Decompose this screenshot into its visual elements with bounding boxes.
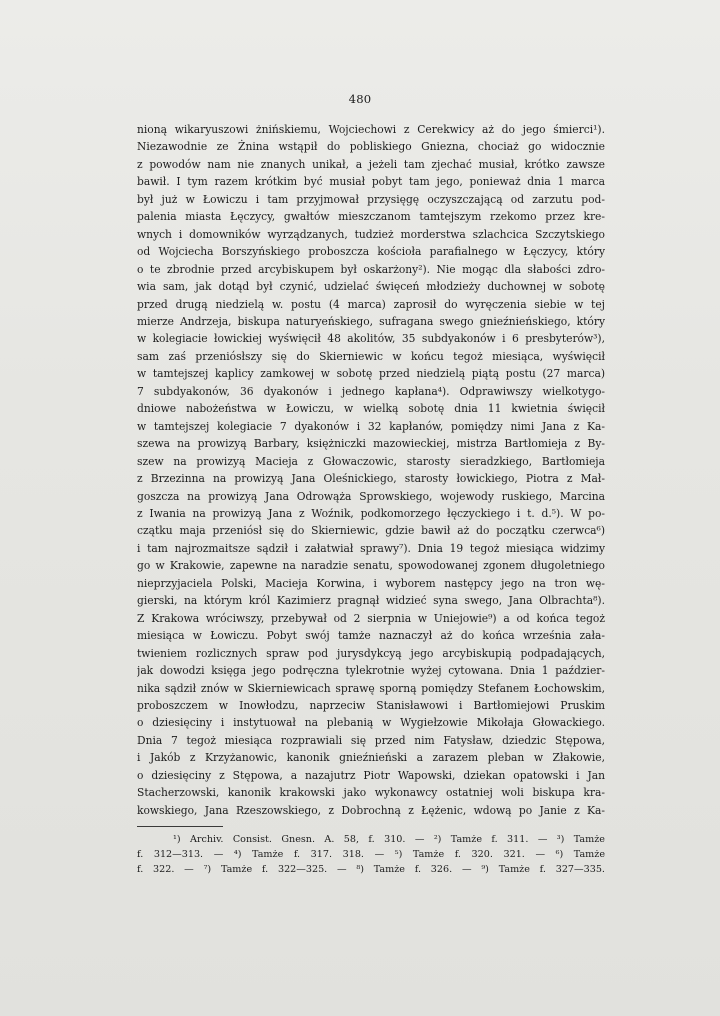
body-text-line: gierski, na którym król Kazimierz pragnął widzieć syna swego, Jana Olbrachta⁸). xyxy=(137,594,605,608)
footnote-line: f. 322. — ⁷) Tamże f. 322—325. — ⁸) Tamże f. 326. — ⁹) Tamże f. 327—335. xyxy=(137,864,605,876)
body-text-line: czątku maja przeniósł się do Skierniewic, gdzie bawił aż do początku czerwca⁶) xyxy=(137,524,605,538)
body-text-line: go w Krakowie, zapewne na naradzie senatu, spowodowanej zgonem długoletniego xyxy=(137,559,605,573)
body-text-line: jak dowodzi księga jego podręczna tylekrotnie wyżej cytowana. Dnia 1 paździer- xyxy=(137,664,605,678)
footnote-line: ¹) Archiv. Consist. Gnesn. A. 58, f. 310. — ²) Tamże f. 311. — ³) Tamże xyxy=(173,834,605,845)
footnotes xyxy=(137,832,605,878)
body-text-line: Dnia 7 tegoż miesiąca rozprawiali się przed nim Fatysław, dziedzic Stępowa, xyxy=(137,733,605,747)
body-text-line: bawił. I tym razem krótkim być musiał pobyt tam jego, ponieważ dnia 1 marca xyxy=(137,175,605,189)
body-text-line: z Brzezinna na prowizyą Jana Oleśnickiego, starosty łowickiego, Piotra z Mał- xyxy=(137,472,605,486)
body-text-line: o dziesięciny i instytuował na plebanią w Wygiełzowie Mikołaja Głowackiego. xyxy=(137,716,605,730)
page-number: 480 xyxy=(348,92,372,106)
body-text-line: z Iwania na prowizyą Jana z Woźnik, podkomorzego łęczyckiego i t. d.⁵). W po- xyxy=(137,506,605,520)
body-text-line: szewa na prowizyą Barbary, księżniczki mazowieckiej, mistrza Bartłomieja z By- xyxy=(137,437,605,451)
body-text-line: nika sądził znów w Skierniewicach sprawę sporną pomiędzy Stefanem Łochowskim, xyxy=(137,681,605,695)
body-text-line: 7 subdyakonów, 36 dyakonów i jednego kapłana⁴). Odprawiwszy wielkotygo- xyxy=(137,384,605,398)
body-text-line: od Wojciecha Borszyńskiego proboszcza kościoła parafialnego w Łęczycy, który xyxy=(137,245,605,259)
body-text-line: w tamtejszej kolegiacie 7 dyakonów i 32 kapłanów, pomiędzy nimi Jana z Ka- xyxy=(137,419,605,433)
body-text-line: z powodów nam nie znanych unikał, a jeżeli tam zjechać musiał, krótko zawsze xyxy=(137,157,605,171)
body-text-line: wia sam, jak dotąd był czynić, udzielać święceń młodzieży duchownej w sobotę xyxy=(137,280,605,294)
body-text-line: w tamtejszej kaplicy zamkowej w sobotę przed niedzielą piątą postu (27 marca) xyxy=(137,367,605,381)
footnote-line: f. 312—313. — ⁴) Tamże f. 317. 318. — ⁵) Tamże f. 320. 321. — ⁶) Tamże xyxy=(137,849,605,861)
body-text xyxy=(137,121,605,819)
body-text-line: miesiąca w Łowiczu. Pobyt swój tamże naznaczył aż do końca września zała- xyxy=(137,629,605,643)
body-text-line: dniowe nabożeństwa w Łowiczu, w wielką sobotę dnia 11 kwietnia święcił xyxy=(137,402,605,416)
body-text-line: o te zbrodnie przed arcybiskupem był oskarżony²). Nie mogąc dla słabości zdro- xyxy=(137,262,605,276)
body-text-line: nioną wikaryuszowi żnińskiemu, Wojciechowi z Cerekwicy aż do jego śmierci¹). xyxy=(137,123,605,136)
body-text-line: wnych i domowników wyrządzanych, tudzież morderstwa szlachcica Szczytskiego xyxy=(137,227,605,241)
body-text-line: Z Krakowa wróciwszy, przebywał od 2 sierpnia w Uniejowie⁹) a od końca tegoż xyxy=(137,611,605,625)
body-text-line: nieprzyjaciela Polski, Macieja Korwina, i wyborem następcy jego na tron wę- xyxy=(137,576,605,590)
body-text-line: i Jakób z Krzyżanowic, kanonik gnieźnieński a zarazem pleban w Złakowie, xyxy=(137,751,605,765)
body-text-line: szew na prowizyą Macieja z Głowaczowic, starosty sieradzkiego, Bartłomieja xyxy=(137,454,605,468)
body-text-line: Niezawodnie ze Żnina wstąpił do pobliskiego Gniezna, chociaż go widocznie xyxy=(137,140,605,154)
body-text-line: o dziesięciny z Stępowa, a nazajutrz Piotr Wapowski, dziekan opatowski i Jan xyxy=(137,768,605,782)
body-text-line: twieniem rozlicznych spraw pod jurysdykcyą jego arcybiskupią podpadających, xyxy=(137,646,605,660)
body-text-line: był już w Łowiczu i tam przyjmował przysięgę oczyszczającą od zarzutu pod- xyxy=(137,192,605,206)
body-text-line: Stacherzowski, kanonik krakowski jako wykonawcy ostatniej woli biskupa kra- xyxy=(137,786,605,800)
body-text-line: sam zaś przeniósłszy się do Skierniewic w końcu tegoż miesiąca, wyświęcił xyxy=(137,349,605,363)
body-text-line: palenia miasta Łęczycy, gwałtów mieszczanom tamtejszym rzekomo przez kre- xyxy=(137,210,605,224)
body-text-line: i tam najrozmaitsze sądził i załatwiał sprawy⁷). Dnia 19 tegoż miesiąca widzimy xyxy=(137,541,605,555)
body-text-line: przed drugą niedzielą w. postu (4 marca) zaprosił do wyręczenia siebie w tej xyxy=(137,297,605,311)
body-text-line: kowskiego, Jana Rzeszowskiego, z Dobrochną z Łężenic, wdową po Janie z Ka- xyxy=(137,803,605,817)
body-text-line: mierze Andrzeja, biskupa naturyeńskiego, sufragana swego gnieźnieńskiego, który xyxy=(137,314,605,328)
footnote-separator xyxy=(137,826,223,827)
body-text-line: w kolegiacie łowickiej wyświęcił 48 akolitów, 35 subdyakonów i 6 presbyterów³), xyxy=(137,332,605,346)
body-text-line: proboszczem w Inowłodzu, naprzeciw Stanisławowi i Bartłomiejowi Pruskim xyxy=(137,698,605,712)
body-text-line: goszcza na prowizyą Jana Odrowąża Sprowskiego, wojewody ruskiego, Marcina xyxy=(137,489,605,503)
